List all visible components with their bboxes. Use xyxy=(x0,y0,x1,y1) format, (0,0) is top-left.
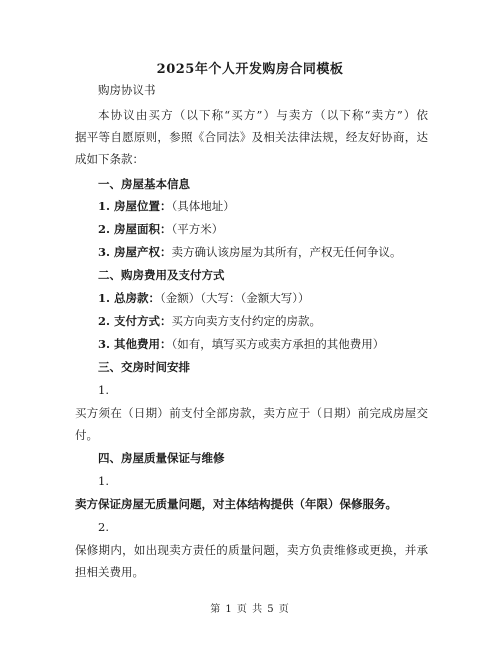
item-label: 3. 房屋产权： xyxy=(98,245,172,259)
intro-line-3: 成如下条款： xyxy=(75,152,144,166)
section-2-item-3 xyxy=(98,336,384,352)
section-3-item-1-line-2: 付。 xyxy=(75,428,98,442)
item-label: 1. 房屋位置： xyxy=(98,199,172,213)
intro-line-2: 据平等自愿原则，参照《合同法》及相关法律法规，经友好协商，达 xyxy=(75,130,428,144)
item-label: 2. 房屋面积： xyxy=(98,222,172,236)
section-2-item-2 xyxy=(98,313,321,329)
section-1-item-2 xyxy=(98,221,223,237)
section-3-item-1-number: 1. xyxy=(98,383,109,397)
item-label: 1. 总房款： xyxy=(98,291,161,305)
agreement-subtitle: 购房协议书 xyxy=(98,83,156,97)
section-1-heading: 一、房屋基本信息 xyxy=(98,177,190,191)
section-4-item-2-line-2: 担相关费用。 xyxy=(75,565,144,579)
page-footer: 第 1 页 共 5 页 xyxy=(210,604,290,615)
section-2-item-1 xyxy=(98,290,310,306)
section-2-heading: 二、购房费用及支付方式 xyxy=(98,268,225,282)
intro-line-1: 本协议由买方（以下称“买方”）与卖方（以下称“卖方”）依 xyxy=(98,108,428,122)
section-4-item-1-number: 1. xyxy=(98,474,109,488)
section-4-item-2-number: 2. xyxy=(98,520,109,534)
section-3-heading: 三、交房时间安排 xyxy=(98,360,190,374)
section-4-item-1-text: 卖方保证房屋无质量问题，对主体结构提供（年限）保修服务。 xyxy=(75,497,397,511)
section-1-item-3 xyxy=(98,244,402,260)
item-value: （金额）（大写：（金额大写）） xyxy=(160,291,310,305)
item-value: （平方米） xyxy=(171,222,224,236)
section-4-item-2-line-1: 保修期内，如出现卖方责任的质量问题，卖方负责维修或更换，并承 xyxy=(75,543,428,557)
item-value: （如有，填写买方或卖方承担的其他费用） xyxy=(171,337,385,351)
document-title: 2025年个人开发购房合同模板 xyxy=(156,62,344,77)
section-1-item-1 xyxy=(98,198,235,214)
section-4-heading: 四、房屋质量保证与维修 xyxy=(98,451,225,465)
section-3-item-1-line-1: 买方须在（日期）前支付全部房款，卖方应于（日期）前完成房屋交 xyxy=(75,406,428,420)
item-value: 买方向卖方支付约定的房款。 xyxy=(171,314,322,328)
item-label: 3. 其他费用： xyxy=(98,337,172,351)
item-value: 卖方确认该房屋为其所有，产权无任何争议。 xyxy=(171,245,402,259)
item-value: （具体地址） xyxy=(171,199,235,213)
item-label: 2. 支付方式： xyxy=(98,314,172,328)
